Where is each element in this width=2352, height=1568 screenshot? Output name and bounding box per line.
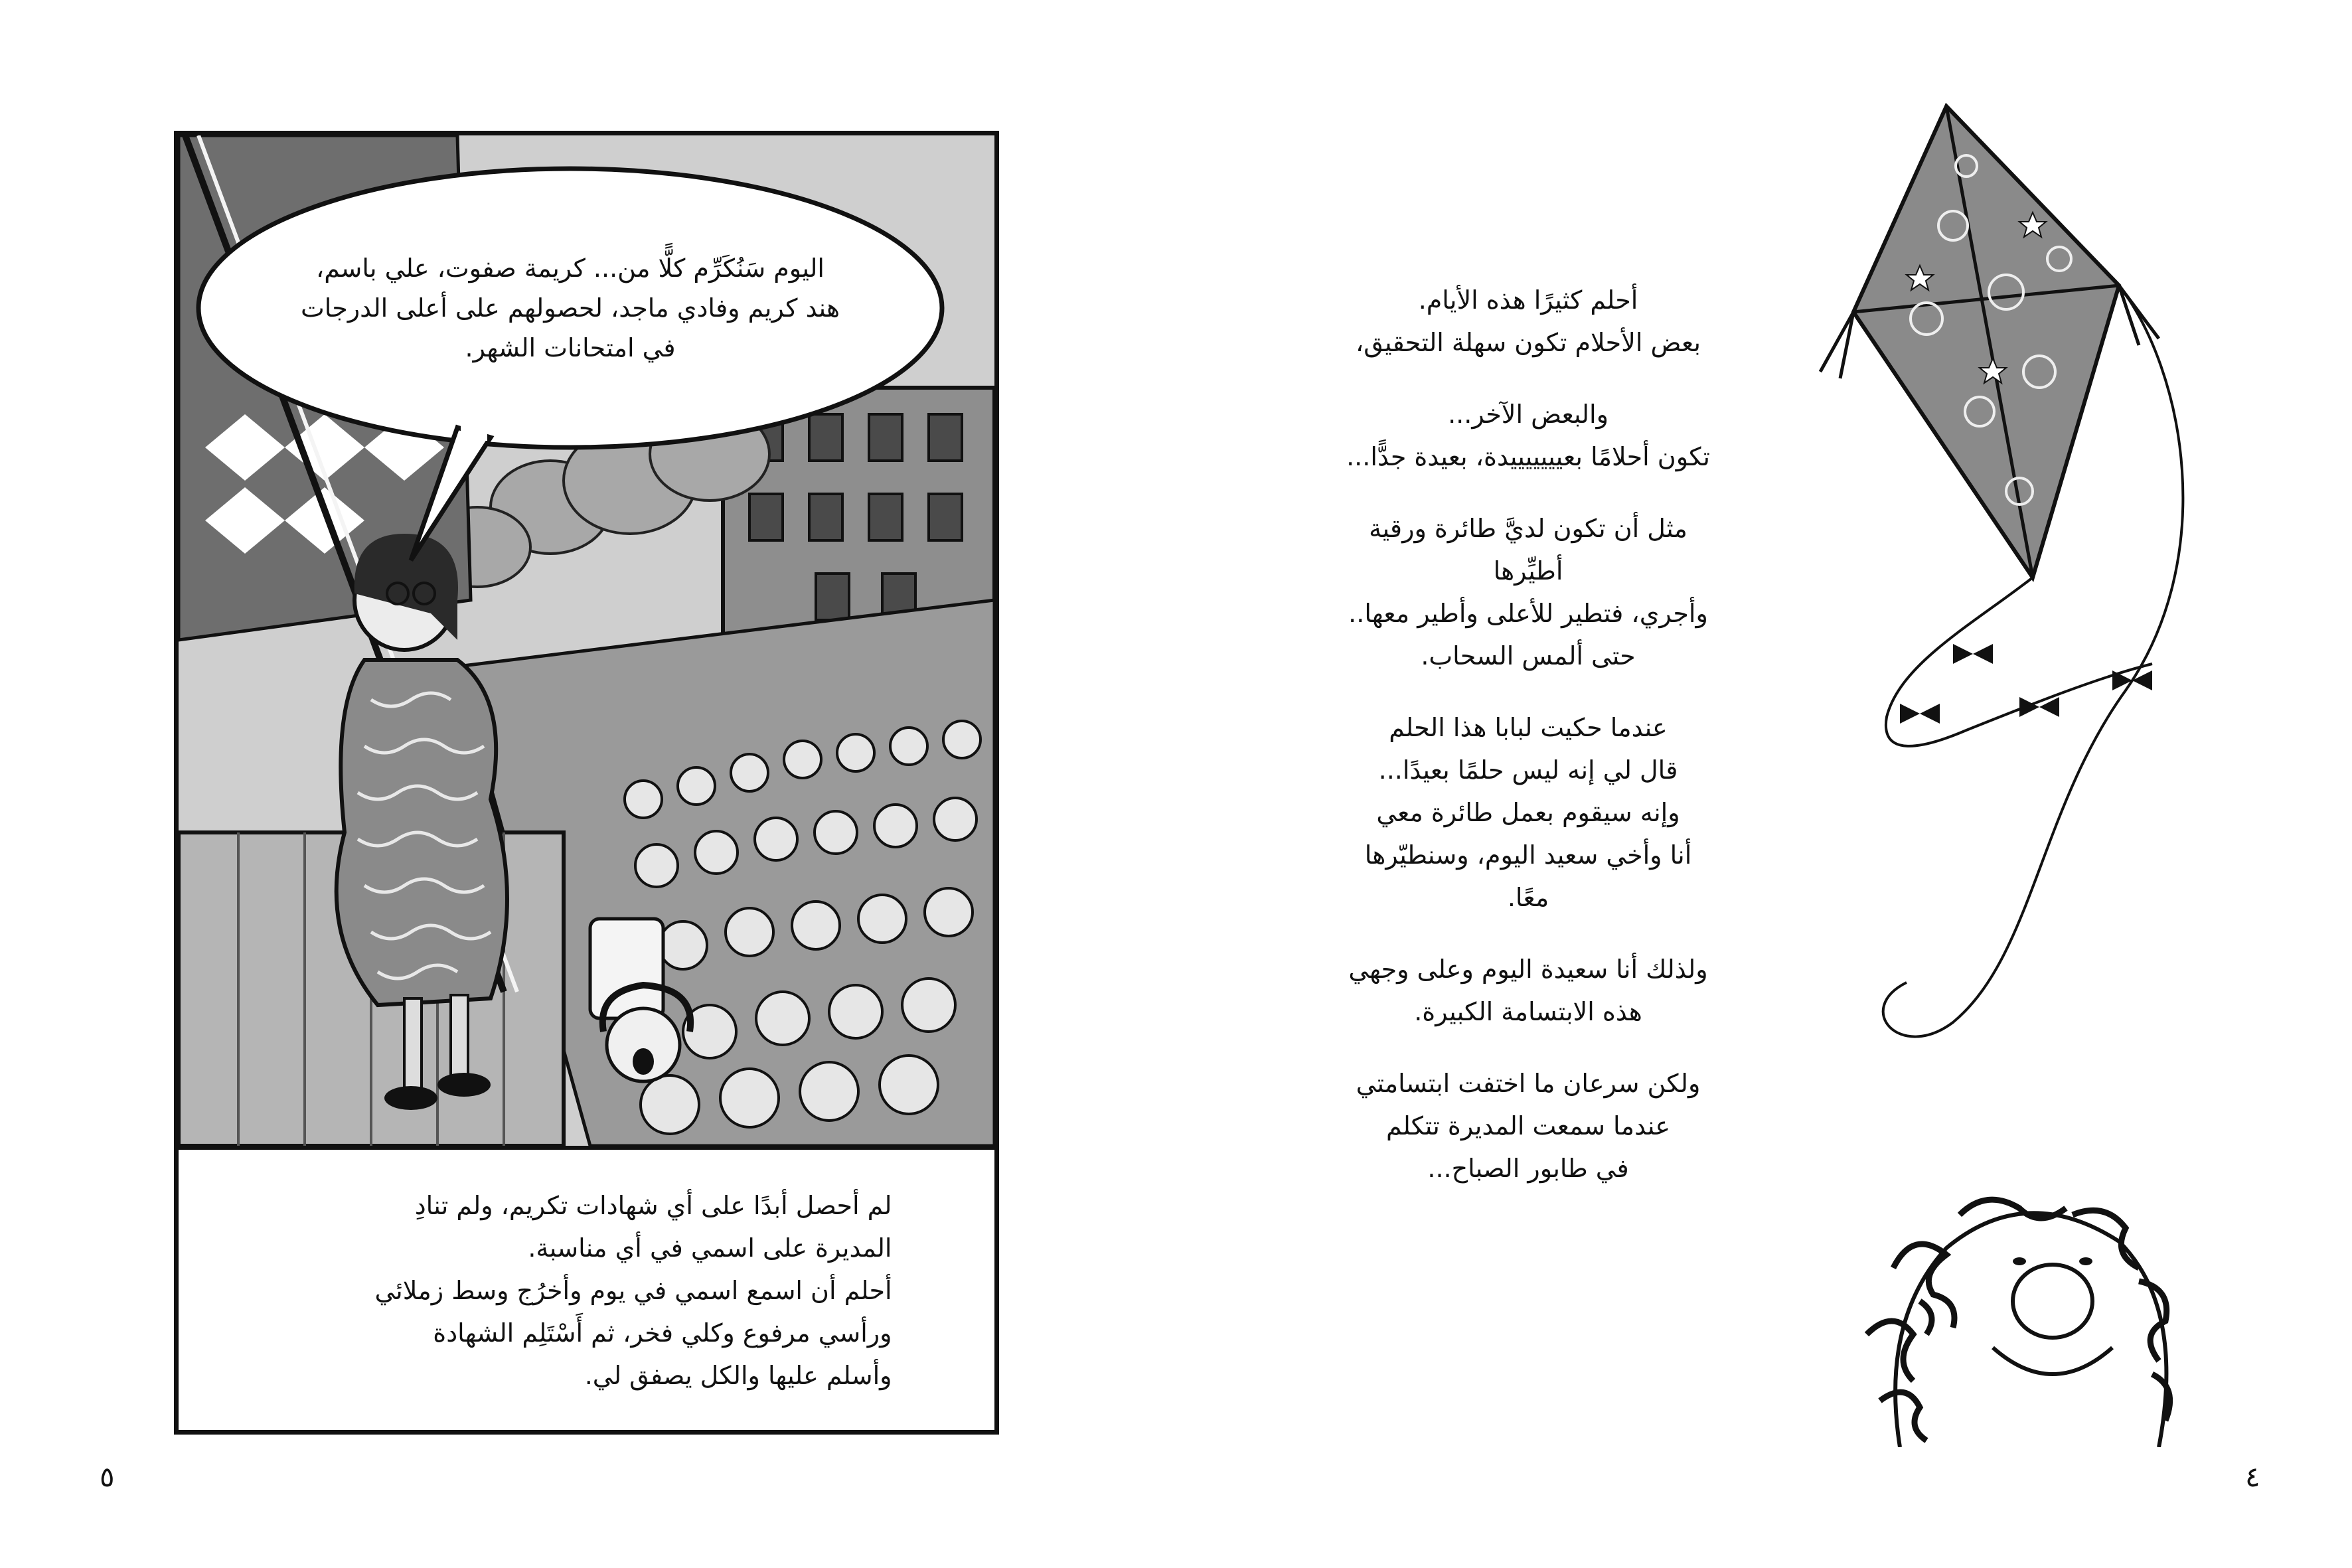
story-text	[1342, 279, 1714, 1219]
girl-face-illustration	[1853, 1188, 2199, 1447]
page-number-left: ٥	[100, 1460, 115, 1493]
speech-bubble-text: اليوم سَنُكَرِّم كلًّا من... كريمة صفوت، علي باسم، هند كريم وفادي ماجد، لحصولهم على أعلى الدرجات في امتحانات الشهر.	[300, 254, 840, 362]
comic-panel	[174, 131, 999, 1435]
kite-illustration	[1754, 93, 2219, 1155]
assembly-illustration	[179, 135, 994, 1146]
caption-box	[179, 1146, 994, 1431]
story-paragraph-5: ولذلك أنا سعيدة اليوم وعلى وجهي هذه الابتسامة الكبيرة.	[1348, 955, 1708, 1026]
caption-text: لم أحصل أبدًا على أي شهادات تكريم، ولم تنادِ المديرة على اسمي في أي مناسبة. أحلم أن اسمع اسمي في يوم وأخرُج وسط زملائي ورأسي مرفوع وكلي فخر، ثم أَسْتَلِم الشهادة وأسلم عليها والكل يصفق لي.	[374, 1191, 892, 1390]
story-paragraph-6: ولكن سرعان ما اختفت ابتسامتي عندما سمعت المديرة تتكلم في طابور الصباح...	[1356, 1069, 1701, 1183]
page-number-right: ٤	[2245, 1460, 2260, 1493]
right-page	[1176, 0, 2352, 1568]
story-paragraph-3: مثل أن تكون لديَّ طائرة ورقية أطيِّرها وأجري، فتطير للأعلى وأطير معها.. حتى ألمس السحاب.	[1348, 514, 1708, 670]
story-paragraph-1: أحلم كثيرًا هذه الأيام. بعض الأحلام تكون سهلة التحقيق،	[1356, 285, 1701, 357]
story-paragraph-2: والبعض الآخر... تكون أحلامًا بعيييييييدة، بعيدة جدًّا...	[1346, 400, 1710, 471]
story-paragraph-4: عندما حكيت لبابا هذا الحلم قال لي إنه ليس حلمًا بعيدًا... وإنه سيقوم بعمل طائرة معي أنا وأخي سعيد اليوم، وسنطيّرها معًا.	[1364, 713, 1692, 912]
